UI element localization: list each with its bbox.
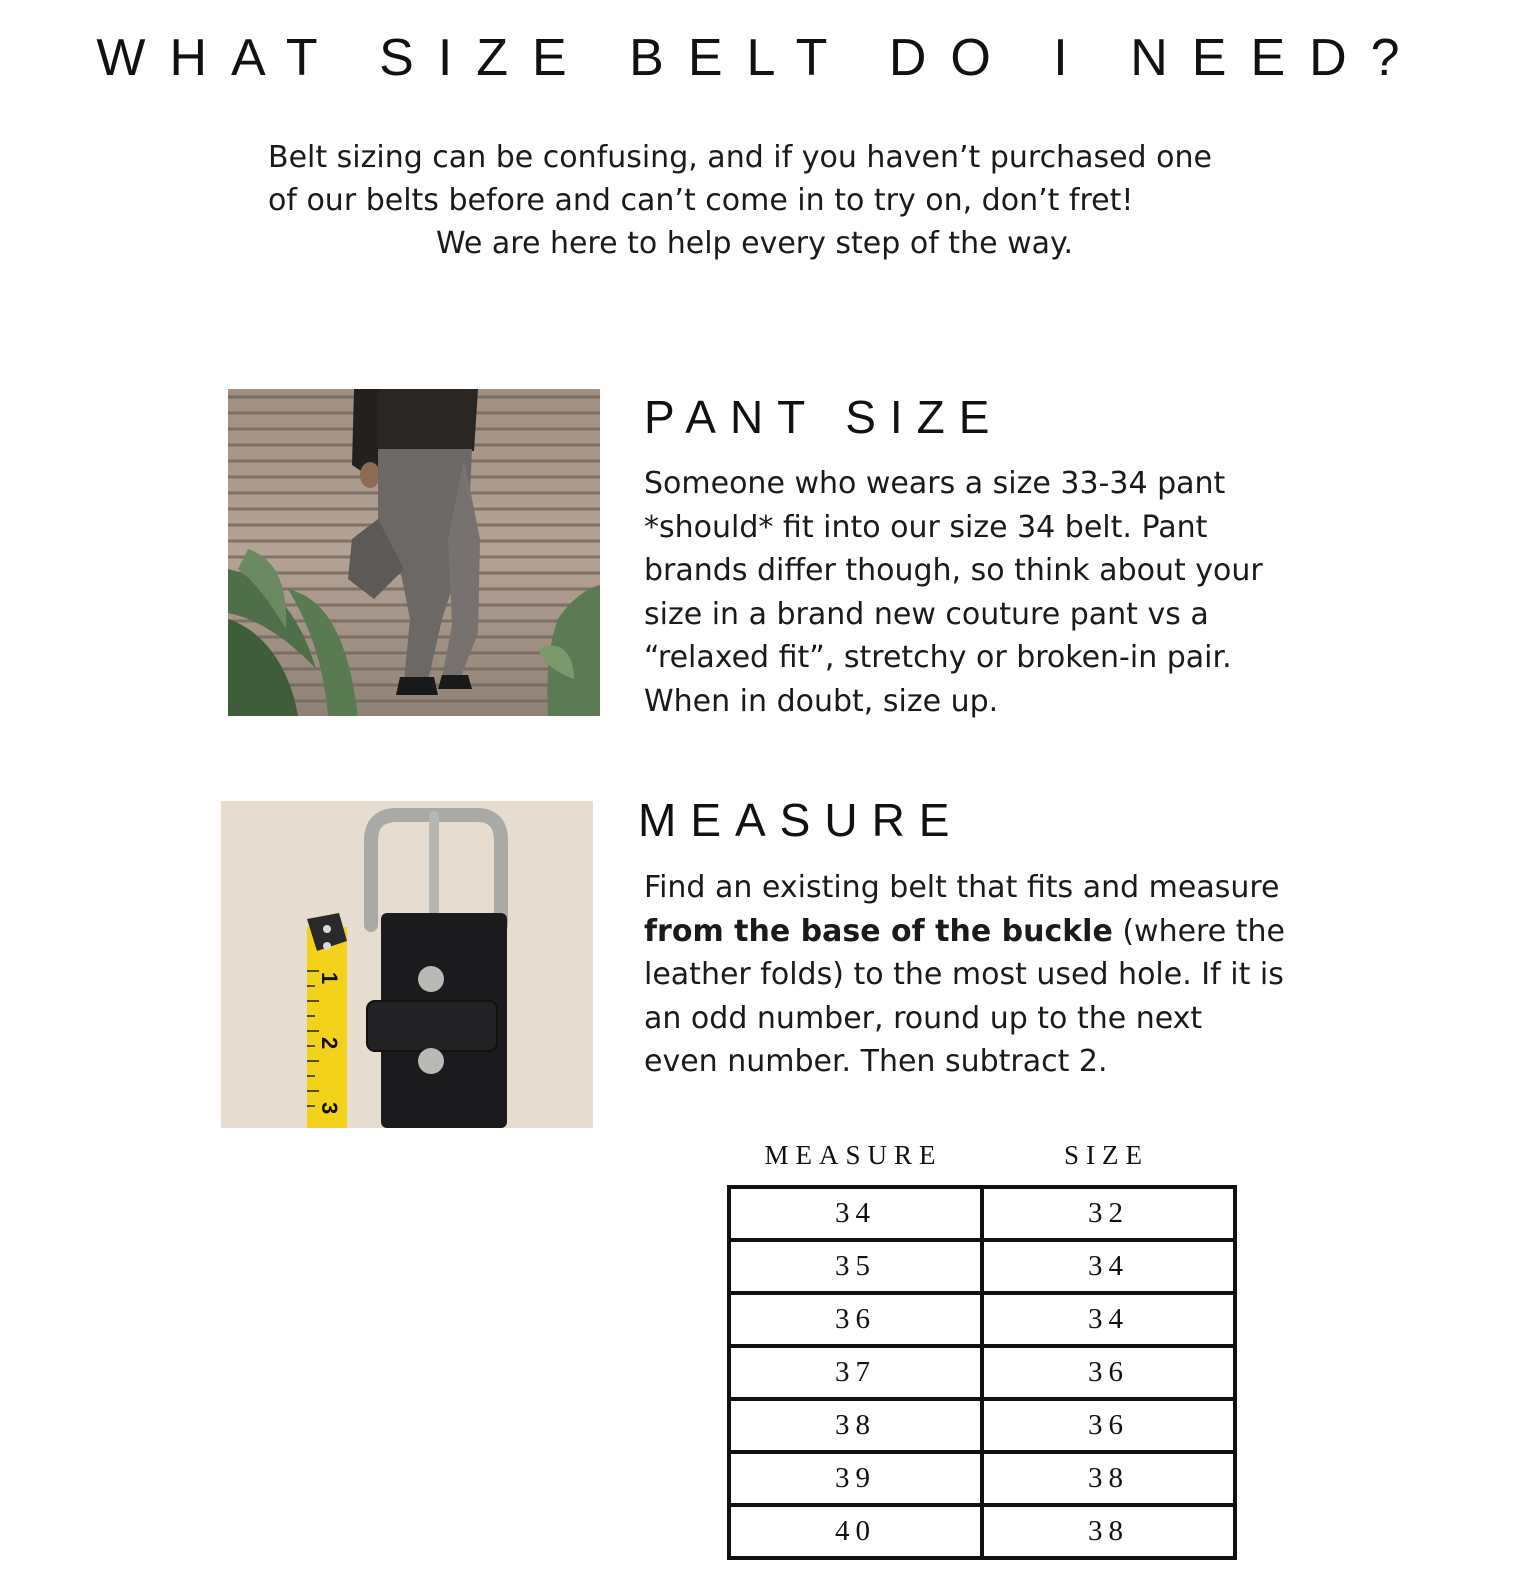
measure-line: Find an existing belt that fits and measure (644, 870, 1280, 905)
size-cell: 36 (982, 1346, 1235, 1399)
pant-size-text (644, 462, 1364, 723)
tape-mark: 3 (317, 1102, 342, 1115)
measure-heading: MEASURE (638, 794, 964, 846)
table-row (729, 1399, 1235, 1452)
table-row (729, 1346, 1235, 1399)
size-cell: 34 (982, 1240, 1235, 1293)
pants-photo (228, 389, 600, 716)
measure-line: leather folds) to the most used hole. If it is (644, 957, 1284, 992)
intro-line-2: of our belts before and can’t come in to try on, don’t fret! (268, 183, 1134, 218)
measure-cell: 35 (729, 1240, 982, 1293)
measure-text (644, 866, 1364, 1084)
size-cell: 38 (982, 1452, 1235, 1505)
measure-cell: 36 (729, 1293, 982, 1346)
size-cell: 36 (982, 1399, 1235, 1452)
measure-emphasis: from the base of the buckle (644, 913, 1113, 949)
size-table (727, 1185, 1237, 1560)
measure-line-rest: (where the (1112, 913, 1285, 949)
pant-size-line: When in doubt, size up. (644, 683, 999, 719)
intro-text (268, 136, 1278, 265)
column-header-measure: MEASURE (764, 1140, 943, 1170)
intro-line-1: Belt sizing can be confusing, and if you haven’t purchased one (268, 140, 1212, 175)
size-cell: 38 (982, 1505, 1235, 1558)
pant-size-line: *should* fit into our size 34 belt. Pant (644, 509, 1208, 545)
measure-cell: 39 (729, 1452, 982, 1505)
tape-mark: 2 (317, 1037, 342, 1050)
table-row (729, 1452, 1235, 1505)
size-cell: 34 (982, 1293, 1235, 1346)
table-row (729, 1505, 1235, 1558)
measure-line: even number. Then subtract 2. (644, 1044, 1108, 1079)
measure-line: an odd number, round up to the next (644, 1000, 1203, 1036)
table-row (729, 1187, 1235, 1240)
pant-size-heading: PANT SIZE (644, 391, 1004, 443)
column-header-size: SIZE (1064, 1140, 1149, 1170)
pant-size-line: size in a brand new couture pant vs a (644, 596, 1209, 632)
measure-cell: 38 (729, 1399, 982, 1452)
measure-line (644, 910, 1364, 954)
measure-cell: 34 (729, 1187, 982, 1240)
belt-measure-photo (221, 801, 593, 1128)
table-row (729, 1240, 1235, 1293)
tape-mark: 1 (317, 972, 342, 985)
size-cell: 32 (982, 1187, 1235, 1240)
table-row (729, 1293, 1235, 1346)
measure-cell: 40 (729, 1505, 982, 1558)
pant-size-line: Someone who wears a size 33-34 pant (644, 466, 1226, 501)
pant-size-line: brands differ though, so think about your (644, 553, 1263, 588)
pant-size-line: “relaxed fit”, stretchy or broken-in pair. (644, 640, 1232, 675)
intro-line-3: We are here to help every step of the way. (436, 226, 1074, 261)
measure-cell: 37 (729, 1346, 982, 1399)
page-title: WHAT SIZE BELT DO I NEED? (96, 29, 1424, 87)
